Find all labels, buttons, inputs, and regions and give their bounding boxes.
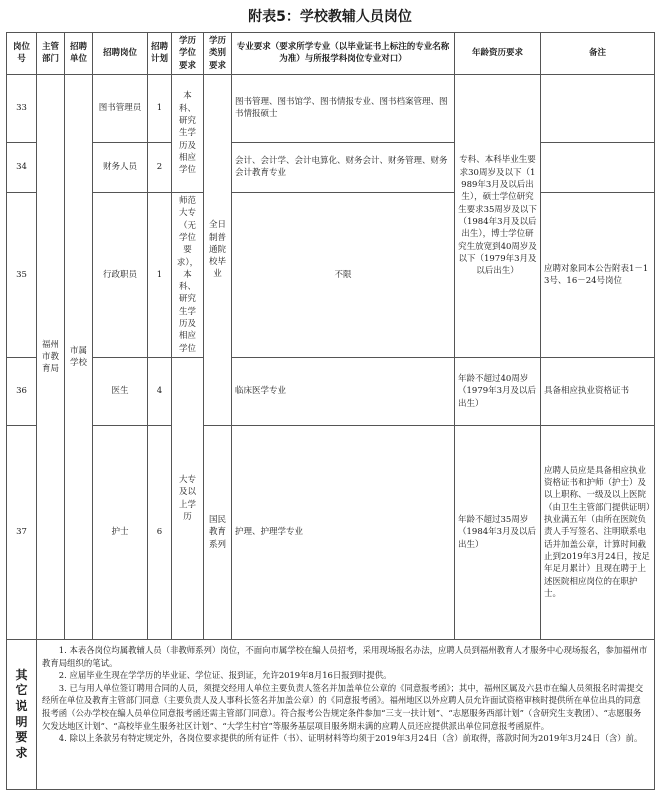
major-cell: 会计、会计学、会计电算化、财务会计、财务管理、财务会计教育专业 — [232, 142, 455, 192]
dept-cell: 福州市教育局 — [37, 74, 65, 639]
plan-cell: 4 — [148, 358, 172, 426]
table-row — [7, 142, 655, 192]
page-title: 附表5：学校教辅人员岗位 — [248, 9, 412, 25]
remark-cell: 应聘对象同本公告附表1－13号、16－24号岗位 — [541, 192, 655, 357]
remark-cell: 应聘人员应是具备相应执业资格证书和护师（护士）及以上职称、一级及以上医院（由卫生主管部门提供证明）执业满五年（由所在医院负责人手写签名、注明联系电话并加盖公章，计算时间截止到2019年3月24日，按足年足月累计）且现在聘于上述医院相应岗位的在职护士。 — [541, 426, 655, 640]
plan-cell: 1 — [148, 74, 172, 142]
age-cell: 年龄不超过40周岁（1979年3月及以后出生） — [455, 358, 541, 426]
header-no: 岗位号 — [7, 33, 37, 75]
header-age: 年龄资历要求 — [455, 33, 541, 75]
header-row — [7, 33, 655, 75]
edu-cell: 大专及以上学历 — [172, 358, 204, 640]
header-category: 学历类别要求 — [204, 33, 232, 75]
row-no: 36 — [7, 358, 37, 426]
header-edu: 学历学位要求 — [172, 33, 204, 75]
plan-cell: 6 — [148, 426, 172, 640]
post-cell: 行政职员 — [93, 192, 148, 357]
header-remark: 备注 — [541, 33, 655, 75]
post-cell: 图书管理员 — [93, 74, 148, 142]
post-cell: 财务人员 — [93, 142, 148, 192]
row-no: 35 — [7, 192, 37, 357]
age-cell: 年龄不超过35周岁（1984年3月及以后出生） — [455, 426, 541, 640]
major-cell: 不限 — [232, 192, 455, 357]
major-cell: 护理、护理学专业 — [232, 426, 455, 640]
post-cell: 护士 — [93, 426, 148, 640]
note-line: 2. 应届毕业生现在学学历的毕业证、学位证、报到证，允许2019年8月16日报到时提供。 — [58, 670, 392, 681]
note-line: 1. 本表各岗位均属教辅人员（非教师系列）岗位，不面向市属学校在编人员招考，采用现场报名办法，应聘人员到福州教育人才服务中心现场报名，参加福州市教育局组织的笔试。 — [42, 645, 648, 668]
header-major: 专业要求（要求所学专业（以毕业证书上标注的专业名称为准）与所报学科岗位专业对口） — [232, 33, 455, 75]
note-line: 3. 已与用人单位签订聘用合同的人员，须提交经用人单位主要负责人签名并加盖单位公章的《同意报考函》；其中，福州区属及六县市在编人员须报名时需提交经所在单位及教育主管部门同意（主要负责人及人事科长签名并加盖公章）的《同意报考函》。福州地区以外应聘人员允许面试资格审核时提供所在单位出具的同意报考函（公办学校在编人员单位同意报考函还需主管部门同意）。符合报考公告规定条件参加“三支一扶计划”、“志愿服务西部计划”（含研究生支教团）、“志愿服务欠发达地区计划”、“高校毕业生服务社区计划”、“大学生村官”等服务基层项目服务期未满的应聘人员还应提供派出单位同意报考函原件。 — [42, 682, 644, 731]
table-row — [7, 74, 655, 142]
category-cell: 全日制普通院校毕业 — [204, 74, 232, 425]
header-unit: 招聘单位 — [65, 33, 93, 75]
major-cell: 临床医学专业 — [232, 358, 455, 426]
notes-label: 其它说明要求 — [7, 640, 37, 790]
notes-body — [37, 640, 655, 790]
category-cell: 国民教育系列 — [204, 426, 232, 640]
remark-cell — [541, 74, 655, 142]
plan-cell: 1 — [148, 192, 172, 357]
row-no: 33 — [7, 74, 37, 142]
positions-table — [6, 32, 655, 790]
remark-cell — [541, 142, 655, 192]
header-post: 招聘岗位 — [93, 33, 148, 75]
note-line: 4. 除以上条款另有特定规定外，各岗位要求提供的所有证件（书）、证明材料等均须于2019年3月24日（含）前取得，落款时间为2019年3月24日（含）前。 — [58, 733, 643, 744]
row-no: 37 — [7, 426, 37, 640]
header-dept: 主管部门 — [37, 33, 65, 75]
table-row — [7, 426, 655, 640]
post-cell: 医生 — [93, 358, 148, 426]
table-row — [7, 358, 655, 426]
edu-cell: 师范大专（无学位要求），本科、研究生学历及相应学位 — [172, 192, 204, 357]
notes-row — [7, 640, 655, 790]
major-cell: 图书管理、图书馆学、图书情报专业、图书档案管理、图书情报硕士 — [232, 74, 455, 142]
table-row — [7, 192, 655, 357]
edu-cell: 本科、研究生学历及相应学位 — [172, 74, 204, 192]
row-no: 34 — [7, 142, 37, 192]
plan-cell: 2 — [148, 142, 172, 192]
age-cell: 专科、本科毕业生要求30周岁及以下（1989年3月及以后出生），硕士学位研究生要求35周岁及以下（1984年3月及以后出生），博士学位研究生放宽到40周岁及以下（1979年3月及以后出生） — [455, 74, 541, 357]
remark-cell: 具备相应执业资格证书 — [541, 358, 655, 426]
unit-cell: 市属学校 — [65, 74, 93, 639]
header-plan: 招聘计划 — [148, 33, 172, 75]
